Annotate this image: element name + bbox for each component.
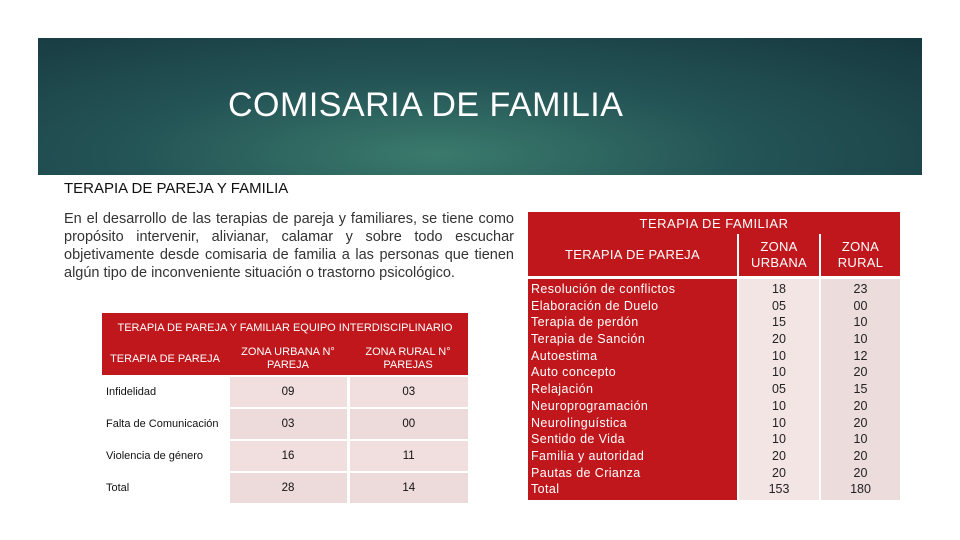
urban-value: 10 — [772, 398, 786, 413]
table-row — [102, 441, 468, 471]
rural-value: 14 — [348, 473, 468, 503]
therapy-labels-column — [528, 279, 738, 500]
right-col-rural-header: ZONA RURAL — [820, 234, 900, 276]
row-label: Falta de Comunicación — [102, 409, 228, 439]
therapy-label: Elaboración de Duelo — [531, 298, 659, 313]
table-row — [102, 409, 468, 439]
urban-value: 28 — [228, 473, 348, 503]
page-title: COMISARIA DE FAMILIA — [228, 86, 624, 124]
therapy-label: Neurolinguística — [531, 415, 628, 430]
rural-value: 20 — [853, 398, 868, 413]
rural-value: 11 — [348, 441, 468, 471]
rural-value: 23 — [853, 282, 868, 296]
urban-value: 20 — [772, 448, 786, 463]
section-subtitle: TERAPIA DE PAREJA Y FAMILIA — [64, 180, 289, 197]
urban-value: 05 — [772, 298, 786, 313]
rural-value: 15 — [853, 382, 868, 397]
rural-value: 20 — [853, 465, 868, 480]
left-table-title: TERAPIA DE PAREJA Y FAMILIAR EQUIPO INTERDISCIPLINARIO — [102, 313, 468, 343]
rural-value: 03 — [348, 377, 468, 407]
table-row — [102, 377, 468, 407]
urban-value: 16 — [228, 441, 348, 471]
therapy-label: Terapia de perdón — [531, 315, 639, 330]
urban-value: 15 — [772, 315, 786, 330]
table-row — [102, 473, 468, 503]
therapy-label: Autoestima — [531, 348, 598, 363]
rural-value: 10 — [853, 432, 868, 447]
urban-value: 10 — [772, 348, 786, 363]
left-col-rural-header: ZONA RURAL N° PAREJAS — [348, 343, 468, 375]
urban-value: 03 — [228, 409, 348, 439]
urban-value: 10 — [772, 415, 786, 430]
urban-value: 20 — [772, 332, 786, 347]
therapy-label: Familia y autoridad — [531, 448, 645, 463]
therapy-label: Terapia de Sanción — [531, 332, 646, 347]
urban-value: 20 — [772, 465, 786, 480]
therapy-label: Total — [531, 482, 560, 497]
left-col-urban-header: ZONA URBANA N° PAREJA — [228, 343, 348, 375]
urban-value: 153 — [768, 482, 790, 497]
left-col-therapy-header: TERAPIA DE PAREJA — [102, 343, 228, 375]
intro-paragraph: En el desarrollo de las terapias de pareja y familiares, se tiene como propósito intervenir, alivianar, calamar y sobre todo escuchar objetivamente desde comisaria de familia a las personas que tienen algún tipo de inconveniente situación o trastorno psicológico. — [64, 211, 514, 281]
therapy-label: Relajación — [531, 382, 594, 397]
right-col-therapy-header: TERAPIA DE PAREJA — [528, 234, 738, 276]
title-banner — [38, 38, 922, 175]
family-therapy-table — [528, 212, 900, 500]
therapy-label: Pautas de Crianza — [531, 465, 641, 480]
row-label: Violencia de género — [102, 441, 228, 471]
urban-value: 10 — [772, 432, 786, 447]
rural-value: 20 — [853, 415, 868, 430]
row-label: Total — [102, 473, 228, 503]
rural-value: 00 — [348, 409, 468, 439]
rural-value: 10 — [853, 332, 868, 347]
urban-value: 10 — [772, 365, 786, 380]
rural-value: 180 — [850, 482, 871, 497]
therapy-label: Resolución de conflictos — [531, 282, 676, 296]
urban-value: 05 — [772, 382, 786, 397]
therapy-label: Auto concepto — [531, 365, 617, 380]
right-table-title: TERAPIA DE FAMILIAR — [528, 212, 900, 234]
couple-therapy-table — [102, 313, 468, 503]
rural-value: 00 — [853, 298, 868, 313]
rural-values-column — [820, 279, 900, 500]
right-col-urban-header: ZONA URBANA — [738, 234, 820, 276]
urban-value: 09 — [228, 377, 348, 407]
therapy-label: Neuroprogramación — [531, 398, 649, 413]
row-label: Infidelidad — [102, 377, 228, 407]
rural-value: 20 — [853, 448, 868, 463]
therapy-label: Sentido de Vida — [531, 432, 626, 447]
rural-value: 20 — [853, 365, 868, 380]
urban-values-column — [738, 279, 820, 500]
urban-value: 18 — [772, 282, 786, 296]
rural-value: 10 — [853, 315, 868, 330]
rural-value: 12 — [853, 348, 868, 363]
